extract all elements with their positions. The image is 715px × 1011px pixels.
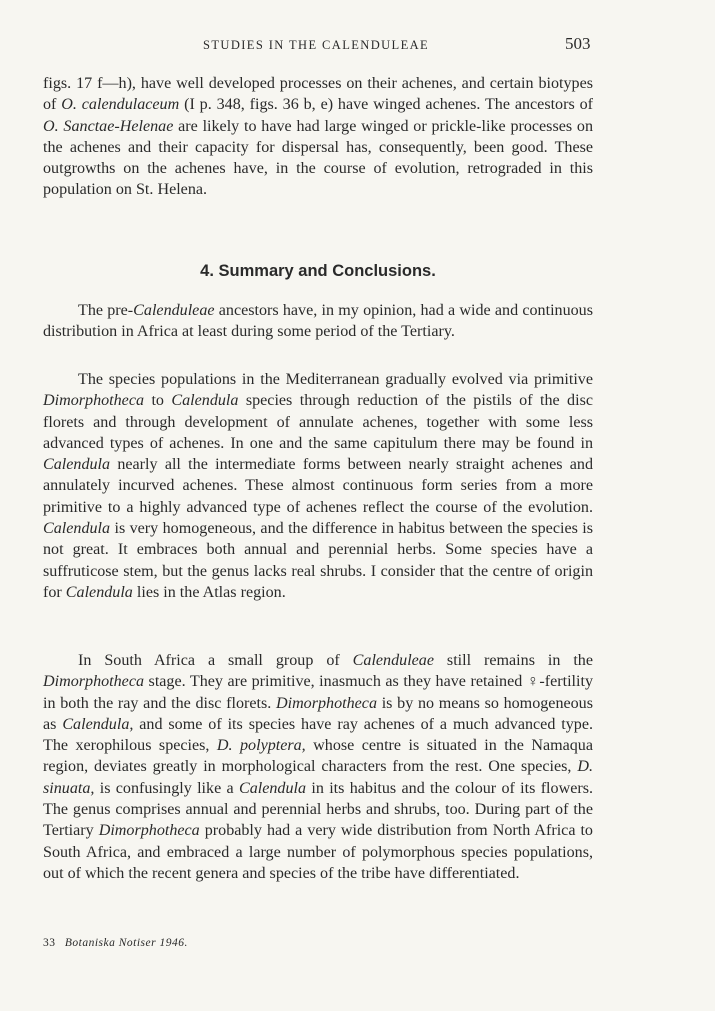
text-run: is very homogeneous, and the difference in habitus between the species is not great. It embraces both annual and perennial herbs. Some species have a suffruticose stem, but the genus lacks real shrubs. I consider that the centre of origin for (43, 520, 593, 601)
text-run: (I p. 348, figs. 36 b, e) have winged achenes. The ancestors of (179, 96, 593, 114)
italic-term: Calendula, (62, 715, 134, 733)
body-column-p2 (43, 300, 593, 343)
paragraph-mediterranean (43, 369, 593, 603)
paragraph-south-africa (43, 650, 593, 884)
italic-term: D. sinuata, (43, 758, 593, 797)
italic-term: Dimorphotheca (275, 694, 377, 712)
text-run: is confusingly like a (94, 779, 239, 797)
text-run: species through reduction of the pistils of the disc florets and through development of annulate achenes, together with some less advanced types of achenes. In one and the same capitulum there may be found in (43, 392, 593, 452)
text-run: in its habitus and the colour of its flowers. The genus comprises annual and perennial herbs and shrubs, too. During part of the Tertiary (43, 779, 593, 840)
text-run: In South Africa a small group of (78, 652, 353, 669)
text-run: nearly all the intermediate forms between nearly straight achenes and annulately incurved achenes. These almost continuous form series from a more primitive to a highly advanced type of achenes reflect the course of the evolution. (43, 456, 593, 516)
italic-term: Calendula (43, 520, 111, 538)
text-run: whose centre is situated in the Namaqua region, deviates greatly in morphological characters from the rest. One species, (43, 737, 593, 776)
body-column-p3 (43, 369, 593, 603)
italic-term: Calendula (171, 392, 239, 410)
page-number: 503 (565, 34, 591, 53)
text-run: is by no means so homogeneous as (43, 694, 593, 733)
text-run: are likely to have had large winged or prickle-like processes on the achenes and their capacity for dispersal has, consequently, been good. These outgrowths on the achenes have, in the course of evolution, retrograded in this population on St. Helena. (43, 117, 593, 199)
text-run: to (144, 392, 172, 410)
italic-term: Calenduleae (352, 652, 434, 669)
page-header (43, 34, 591, 58)
paragraph-ancestors (43, 300, 593, 343)
running-head: STUDIES IN THE CALENDULEAE (203, 38, 430, 52)
text-run: The pre- (78, 302, 134, 319)
italic-term: Dimorphotheca (43, 673, 145, 691)
body-column-p4 (43, 650, 593, 884)
page-footer (43, 937, 188, 949)
italic-term: D. polyptera, (216, 737, 306, 755)
text-run: stage. They are primitive, inasmuch as they have retained ♀-fertility in both the ray and the disc florets. (43, 673, 593, 712)
signature-mark: 33 (43, 937, 56, 949)
italic-term: Calendula (43, 456, 111, 474)
text-run: lies in the Atlas region. (132, 583, 286, 601)
section-heading: 4. Summary and Conclusions. (200, 262, 436, 280)
italic-term: O. Sanctae-Helenae (43, 117, 174, 135)
italic-term: O. calendulaceum (61, 96, 180, 114)
text-run: still remains in the (434, 652, 593, 669)
italic-term: Calendula (238, 779, 307, 797)
italic-term: Calendula (65, 583, 133, 601)
journal-name: Botaniska Notiser 1946. (64, 937, 188, 949)
paragraph-continuation (43, 73, 593, 201)
italic-term: Dimorphotheca (98, 822, 200, 840)
italic-term: Calenduleae (133, 302, 215, 319)
text-run: The species populations in the Mediterranean gradually evolved via primitive (78, 371, 593, 388)
italic-term: Dimorphotheca (43, 392, 145, 410)
body-column-top (43, 73, 593, 201)
text-run: and some of its species have ray achenes of a much advanced type. The xerophilous species, (43, 715, 593, 755)
text-run: figs. 17 f—h), have well developed processes on their achenes, and certain biotypes of (43, 75, 593, 114)
text-run: probably had a very wide distribution from North Africa to South Africa, and embraced a large number of polymorphous species populations, out of which the recent genera and species of the tribe have differentiated. (43, 822, 593, 882)
text-run: ancestors have, in my opinion, had a wide and continuous distribution in Africa at least during some period of the Tertiary. (43, 302, 593, 341)
